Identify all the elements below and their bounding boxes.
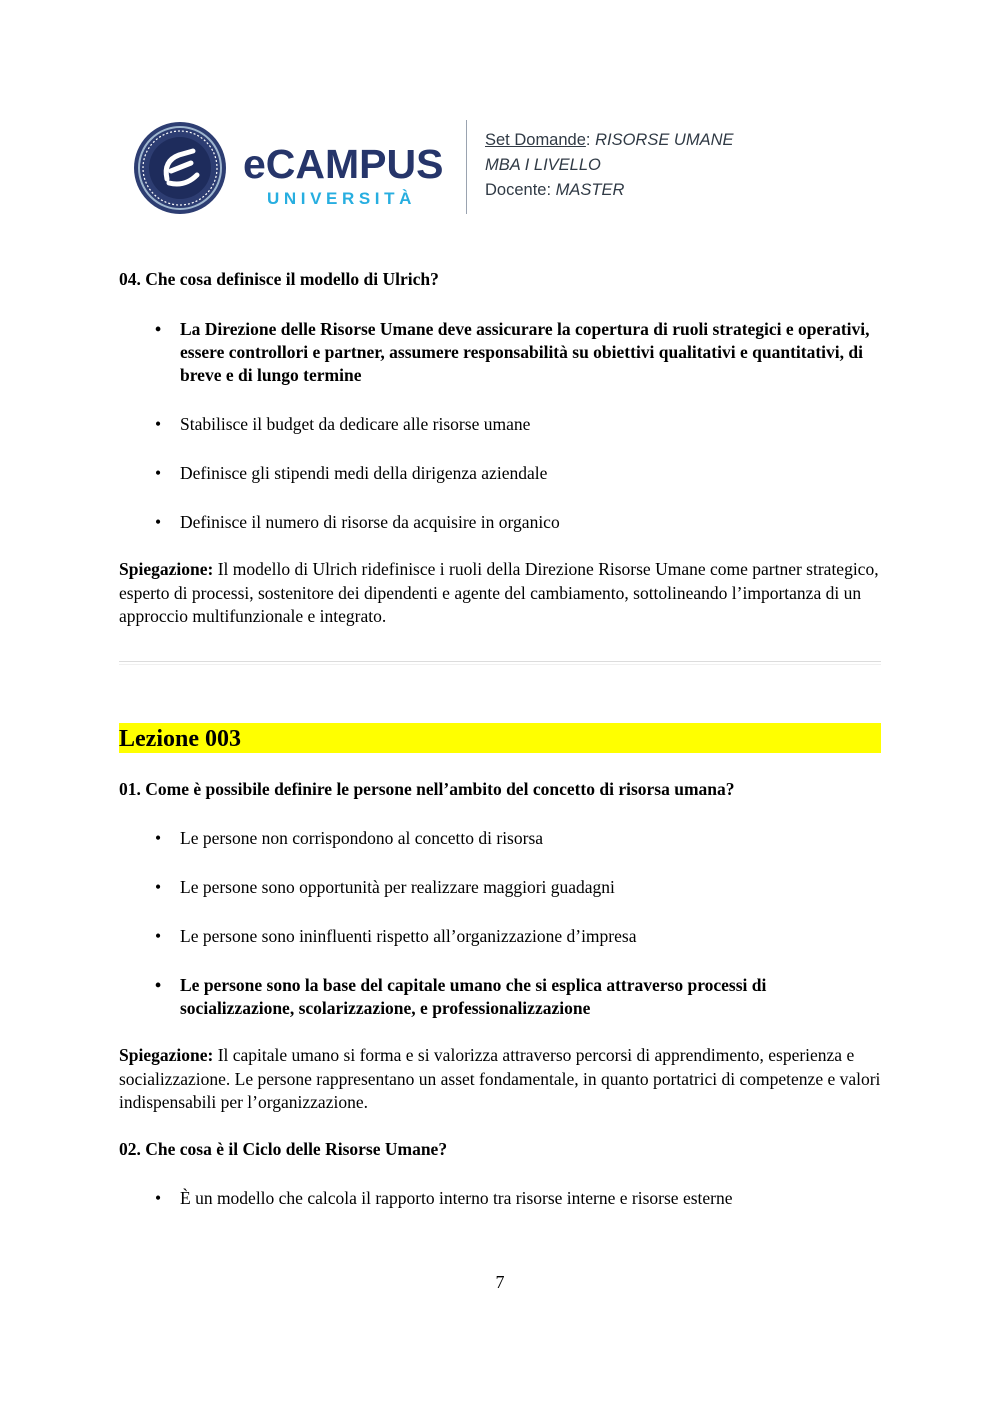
docente-line — [485, 178, 734, 203]
option: • Le persone sono ininfluenti rispetto all’organizzazione d’impresa — [119, 925, 881, 948]
set-domande-line: Set Domande: RISORSE UMANE — [485, 131, 734, 149]
question-02-title: 02. Che cosa è il Ciclo delle Risorse Umane? — [119, 1139, 448, 1159]
level-value: MBA I LIVELLO — [485, 156, 601, 174]
option: • È un modello che calcola il rapporto interno tra risorse interne e risorse esterne — [119, 1187, 881, 1210]
page-number: 7 — [495, 1272, 505, 1292]
level-line — [485, 153, 734, 178]
option: • Le persone sono opportunità per realizzare maggiori guadagni — [119, 876, 881, 899]
explanation-text: Il capitale umano si forma e si valorizza attraverso percorsi di apprendimento, esperienza e socializzazione. Le persone rappresentano un asset fondamentale, in quanto portatrici di competenze e valori indispensabili per l’organizzazione. — [119, 1045, 881, 1112]
option-correct: • Le persone sono la base del capitale umano che si esplica attraverso processi di socializzazione, scolarizzazione, e professionalizzazione — [119, 974, 881, 1020]
explanation-04 — [119, 558, 881, 629]
option: • Definisce gli stipendi medi della dirigenza aziendale — [119, 462, 881, 485]
document-header — [133, 120, 773, 216]
option: • Stabilisce il budget da dedicare alle risorse umane — [119, 413, 881, 436]
ecampus-wordmark — [243, 141, 444, 209]
question-02-options — [119, 1187, 881, 1210]
option: • Definisce il numero di risorse da acquisire in organico — [119, 511, 881, 534]
option: • Le persone non corrispondono al concetto di risorsa — [119, 827, 881, 850]
question-01-options — [119, 827, 881, 1020]
universita-text: UNIVERSITÀ — [267, 189, 416, 208]
option-correct: • La Direzione delle Risorse Umane deve assicurare la copertura di ruoli strategici e operativi, essere controllori e partner, assumere responsabilità su obiettivi qualitativi e quantitativi, di breve e di lungo termine — [119, 318, 881, 387]
docente-label: Docente: — [485, 181, 552, 199]
section-divider — [119, 661, 881, 665]
ecampus-brand-text: eCAMPUS — [243, 141, 444, 187]
explanation-01 — [119, 1044, 881, 1115]
set-value: RISORSE UMANE — [595, 131, 734, 149]
set-label: Set Domande — [485, 131, 586, 149]
question-04-title: 04. Che cosa definisce il modello di Ulrich? — [119, 269, 439, 289]
explanation-label: Spiegazione: — [119, 559, 214, 579]
question-01-title: 01. Come è possibile definire le persone nell’ambito del concetto di risorsa umana? — [119, 779, 735, 799]
header-meta — [485, 128, 734, 203]
header-divider — [466, 120, 467, 214]
question-04-options — [119, 318, 881, 534]
explanation-label: Spiegazione: — [119, 1045, 214, 1065]
explanation-text: Il modello di Ulrich ridefinisce i ruoli della Direzione Risorse Umane come partner strategico, esperto di processi, sostenitore dei dipendenti e agente del cambiamento, sottolineando l’importanza di un approccio multifunzionale e integrato. — [119, 559, 879, 626]
lesson-heading: Lezione 003 — [119, 723, 881, 753]
university-seal-logo — [133, 121, 227, 215]
docente-value: MASTER — [555, 181, 625, 199]
